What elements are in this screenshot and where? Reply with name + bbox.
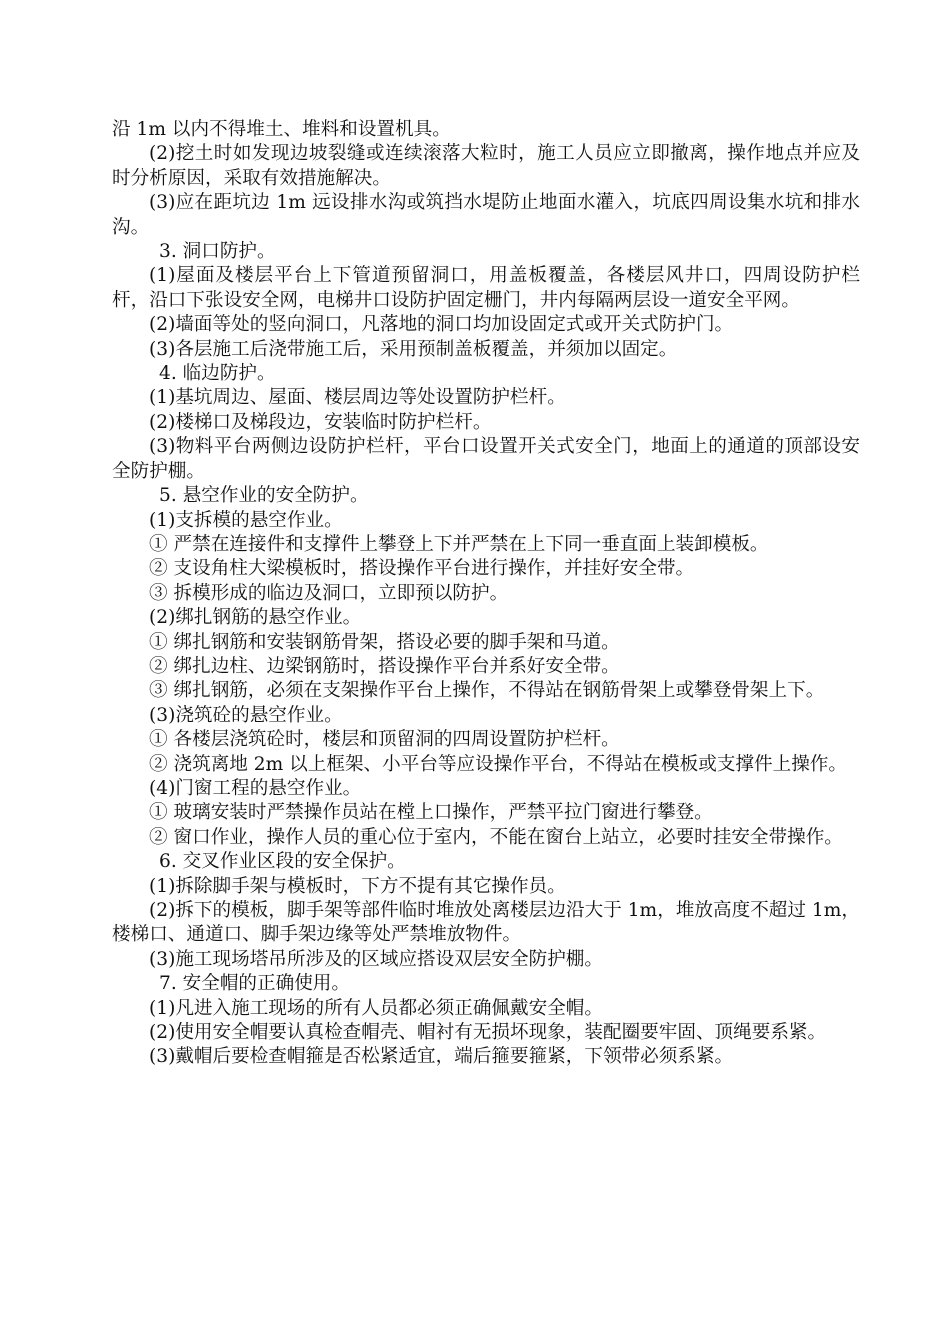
paragraph: (2)墙面等处的竖向洞口，凡落地的洞口均加设固定式或开关式防护门。 bbox=[149, 314, 734, 336]
paragraph: 7. 安全帽的正确使用。 bbox=[159, 973, 350, 995]
paragraph: (1)拆除脚手架与模板时，下方不提有其它操作员。 bbox=[149, 875, 566, 897]
paragraph: (2)绑扎钢筋的悬空作业。 bbox=[149, 607, 362, 629]
paragraph: 4. 临边防护。 bbox=[159, 363, 276, 385]
paragraph: (3)应在距坑边 1m 远设排水沟或筑挡水堤防止地面水灌入，坑底四周设集水坑和排水沟。 bbox=[112, 192, 860, 238]
paragraph: 5. 悬空作业的安全防护。 bbox=[159, 485, 369, 507]
paragraph: (1)凡进入施工现场的所有人员都必须正确佩戴安全帽。 bbox=[149, 997, 603, 1019]
paragraph: ① 绑扎钢筋和安装钢筋骨架，搭设必要的脚手架和马道。 bbox=[149, 631, 620, 653]
paragraph: (1)支拆模的悬空作业。 bbox=[149, 509, 343, 531]
paragraph: ③ 拆模形成的临边及洞口，立即预以防护。 bbox=[149, 582, 509, 604]
paragraph: ① 玻璃安装时严禁操作员站在樘上口操作，严禁平拉门窗进行攀登。 bbox=[149, 802, 713, 824]
paragraph: (3)戴帽后要检查帽箍是否松紧适宜，端后箍要箍紧，下领带必须系紧。 bbox=[149, 1046, 734, 1068]
paragraph: ② 浇筑离地 2m 以上框架、小平台等应设操作平台，不得站在模板或支撑件上操作。 bbox=[149, 753, 847, 775]
paragraph: (2)楼梯口及梯段边，安装临时防护栏杆。 bbox=[149, 411, 492, 433]
paragraph: 3. 洞口防护。 bbox=[159, 241, 276, 263]
paragraph: (3)施工现场塔吊所涉及的区域应搭设双层安全防护棚。 bbox=[149, 948, 603, 970]
paragraph: ① 各楼层浇筑砼时，楼层和顶留洞的四周设置防护栏杆。 bbox=[149, 729, 620, 751]
paragraph: (4)门窗工程的悬空作业。 bbox=[149, 777, 362, 799]
paragraph: ② 支设角柱大梁模板时，搭设操作平台进行操作，并挂好安全带。 bbox=[149, 558, 695, 580]
paragraph: (2)挖土时如发现边坡裂缝或连续滚落大粒时，施工人员应立即撤离，操作地点并应及时分析原因，采取有效措施解决。 bbox=[112, 143, 860, 189]
paragraph: (2)使用安全帽要认真检查帽壳、帽衬有无损坏现象，装配圈要牢固、顶绳要系紧。 bbox=[149, 1022, 827, 1044]
paragraph: ② 窗口作业，操作人员的重心位于室内，不能在窗台上站立，必要时挂安全带操作。 bbox=[149, 826, 843, 848]
paragraph: (1)基坑周边、屋面、楼层周边等处设置防护栏杆。 bbox=[149, 387, 566, 409]
paragraph: ③ 绑扎钢筋，必须在支架操作平台上操作，不得站在钢筋骨架上或攀登骨架上下。 bbox=[149, 680, 825, 702]
paragraph: (3)各层施工后浇带施工后，采用预制盖板覆盖，并须加以固定。 bbox=[149, 338, 678, 360]
document-body bbox=[112, 118, 860, 1070]
paragraph: ② 绑扎边柱、边梁钢筋时，搭设操作平台并系好安全带。 bbox=[149, 655, 620, 677]
paragraph: (3)浇筑砼的悬空作业。 bbox=[149, 704, 343, 726]
paragraph: 6. 交叉作业区段的安全保护。 bbox=[159, 851, 406, 873]
paragraph: ① 严禁在连接件和支撑件上攀登上下并严禁在上下同一垂直面上装卸模板。 bbox=[149, 533, 769, 555]
paragraph: (2)拆下的模板，脚手架等部件临时堆放处离楼层边沿大于 1m，堆放高度不超过 1m，楼梯口、通道口、脚手架边缘等处严禁堆放物件。 bbox=[112, 900, 860, 946]
paragraph: (3)物料平台两侧边设防护栏杆，平台口设置开关式安全门，地面上的通道的顶部设安全防护棚。 bbox=[112, 436, 860, 482]
paragraph: (1)屋面及楼层平台上下管道预留洞口，用盖板覆盖，各楼层风井口，四周设防护栏杆，沿口下张设安全网，电梯井口设防护固定栅门，井内每隔两层设一道安全平网。 bbox=[112, 265, 860, 311]
paragraph: 沿 1m 以内不得堆土、堆料和设置机具。 bbox=[112, 119, 451, 140]
